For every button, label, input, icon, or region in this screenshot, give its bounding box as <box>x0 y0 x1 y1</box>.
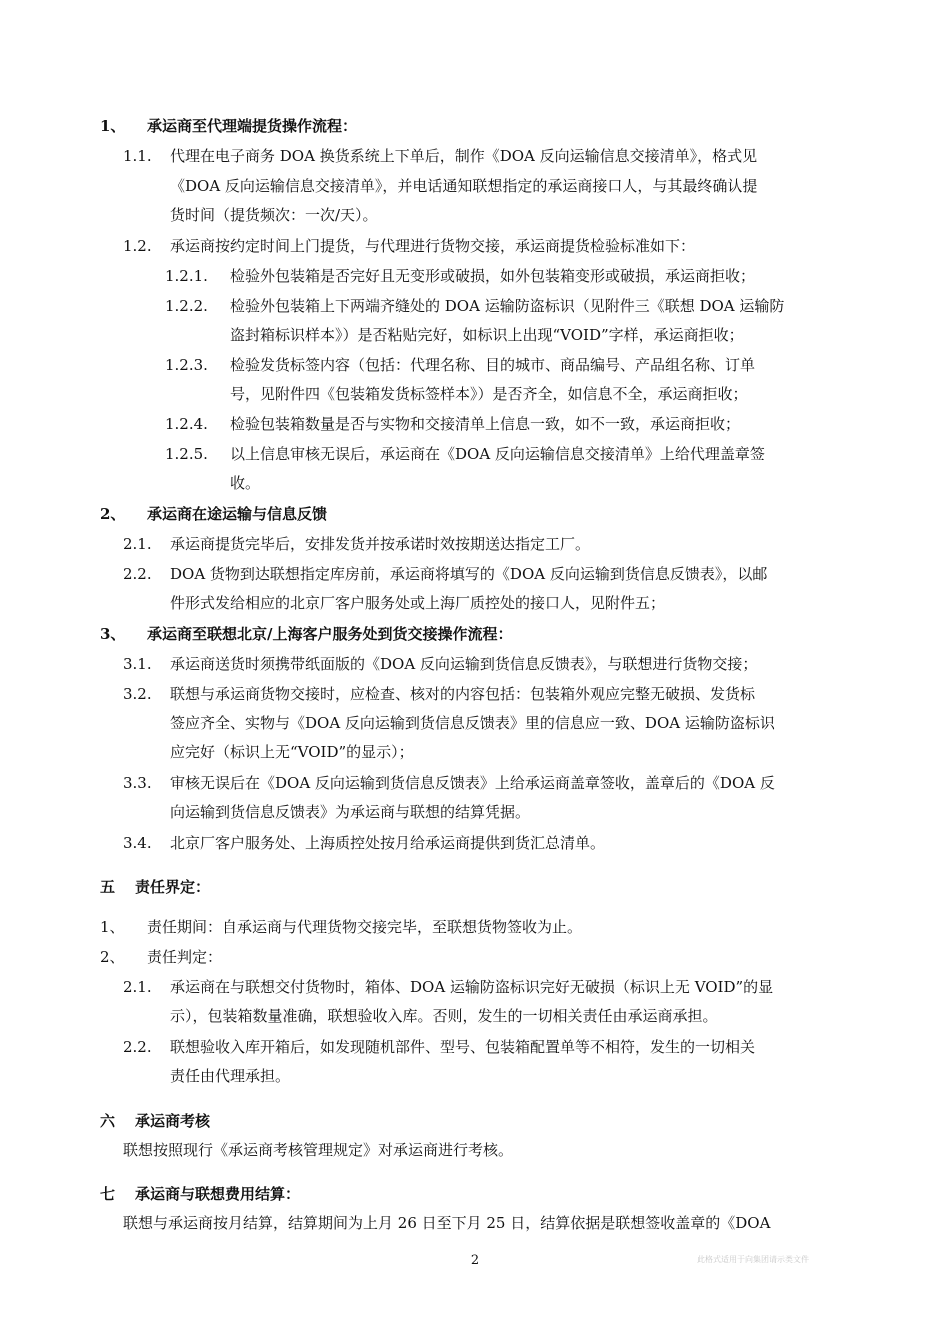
page-number: 2 <box>470 1253 480 1268</box>
item-3-4-number: 3.4. <box>123 834 152 852</box>
section-7-paragraph: 联想与承运商按月结算，结算期间为上月 26 日至下月 25 日，结算依据是联想签收盖章的《DOA <box>123 1214 771 1232</box>
item-1-2-5-line: 以上信息审核无误后，承运商在《DOA 反向运输信息交接清单》上给代理盖章签 <box>230 445 765 463</box>
item-2-1-number: 2.1. <box>123 535 152 553</box>
section-6-paragraph: 联想按照现行《承运商考核管理规定》对承运商进行考核。 <box>123 1141 514 1159</box>
item-1-2-3-line: 检验发货标签内容（包括：代理名称、目的城市、商品编号、产品组名称、订单 <box>230 356 756 374</box>
heading-6-number: 六 <box>100 1112 116 1130</box>
responsibility-1-number: 1、 <box>100 918 125 936</box>
item-r2-2-line: 联想验收入库开箱后，如发现随机部件、型号、包装箱配置单等不相符，发生的一切相关 <box>170 1038 756 1056</box>
item-2-2-number: 2.2. <box>123 565 152 583</box>
item-r2-1-line: 承运商在与联想交付货物时，箱体、DOA 运输防盗标识完好无破损（标识上无 VOID”的显 <box>170 978 774 996</box>
item-2-2-line: DOA 货物到达联想指定库房前，承运商将填写的《DOA 反向运输到货信息反馈表》，以邮 <box>170 565 768 583</box>
responsibility-2-text: 责任判定： <box>147 948 223 966</box>
item-r2-2-number: 2.2. <box>123 1038 152 1056</box>
item-3-1-line: 承运商送货时须携带纸面版的《DOA 反向运输到货信息反馈表》，与联想进行货物交接； <box>170 655 758 673</box>
item-1-2-3-number: 1.2.3. <box>165 356 208 374</box>
item-3-4-line: 北京厂客户服务处、上海质控处按月给承运商提供到货汇总清单。 <box>170 834 606 852</box>
section-2-title: 承运商在途运输与信息反馈 <box>147 505 328 523</box>
item-3-2-line: 联想与承运商货物交接时，应检查、核对的内容包括：包装箱外观应完整无破损、发货标 <box>170 685 756 703</box>
section-3-number: 3、 <box>100 625 126 643</box>
item-1-1-line: 代理在电子商务 DOA 换货系统上下单后，制作《DOA 反向运输信息交接清单》，格式见 <box>170 147 758 165</box>
item-1-2-5-number: 1.2.5. <box>165 445 208 463</box>
item-1-2-5-line: 收。 <box>230 474 261 492</box>
item-3-1-number: 3.1. <box>123 655 152 673</box>
item-1-1-number: 1.1. <box>123 147 152 165</box>
item-1-1-line: 货时间（提货频次：一次/天）。 <box>170 206 378 224</box>
item-2-2-line: 件形式发给相应的北京厂客户服务处或上海厂质控处的接口人，见附件五； <box>170 594 666 612</box>
item-1-2-1-number: 1.2.1. <box>165 267 208 285</box>
heading-6-title: 承运商考核 <box>135 1112 211 1130</box>
item-1-2-2-number: 1.2.2. <box>165 297 208 315</box>
item-r2-1-line: 示），包装箱数量准确，联想验收入库。否则，发生的一切相关责任由承运商承担。 <box>170 1007 718 1025</box>
heading-5-number: 五 <box>100 878 116 896</box>
section-3-title: 承运商至联想北京/上海客户服务处到货交接操作流程： <box>147 625 513 643</box>
item-3-3-number: 3.3. <box>123 774 152 792</box>
section-2-number: 2、 <box>100 505 126 523</box>
item-1-1-line: 《DOA 反向运输信息交接清单》，并电话通知联想指定的承运商接口人，与其最终确认提 <box>170 177 758 195</box>
item-1-2-2-line: 检验外包装箱上下两端齐缝处的 DOA 运输防盗标识（见附件三《联想 DOA 运输防 <box>230 297 785 315</box>
item-1-2-3-line: 号，见附件四《包装箱发货标签样本》）是否齐全，如信息不全，承运商拒收； <box>230 385 748 403</box>
item-3-3-line: 向运输到货信息反馈表》为承运商与联想的结算凭据。 <box>170 803 531 821</box>
item-1-2-line: 承运商按约定时间上门提货，与代理进行货物交接，承运商提货检验标准如下： <box>170 237 696 255</box>
item-3-2-line: 应完好（标识上无“VOID”的显示）； <box>170 743 414 761</box>
responsibility-1-text: 责任期间：自承运商与代理货物交接完毕，至联想货物签收为止。 <box>147 918 583 936</box>
heading-5-title: 责任界定： <box>135 878 211 896</box>
item-1-2-number: 1.2. <box>123 237 152 255</box>
section-1-title: 承运商至代理端提货操作流程： <box>147 117 358 135</box>
item-1-2-4-line: 检验包装箱数量是否与实物和交接清单上信息一致，如不一致，承运商拒收； <box>230 415 741 433</box>
item-r2-2-line: 责任由代理承担。 <box>170 1067 291 1085</box>
item-3-3-line: 审核无误后在《DOA 反向运输到货信息反馈表》上给承运商盖章签收，盖章后的《DOA 反 <box>170 774 775 792</box>
heading-7-title: 承运商与联想费用结算： <box>135 1185 301 1203</box>
section-1-number: 1、 <box>100 117 126 135</box>
item-1-2-1-line: 检验外包装箱是否完好且无变形或破损，如外包装箱变形或破损，承运商拒收； <box>230 267 756 285</box>
item-2-1-line: 承运商提货完毕后，安排发货并按承诺时效按期送达指定工厂。 <box>170 535 591 553</box>
item-r2-1-number: 2.1. <box>123 978 152 996</box>
heading-7-number: 七 <box>100 1185 116 1203</box>
responsibility-2-number: 2、 <box>100 948 125 966</box>
footer-watermark: 此格式适用于向集团请示类文件 <box>697 1255 809 1264</box>
item-3-2-line: 签应齐全、实物与《DOA 反向运输到货信息反馈表》里的信息应一致、DOA 运输防盗标识 <box>170 714 775 732</box>
item-1-2-4-number: 1.2.4. <box>165 415 208 433</box>
item-3-2-number: 3.2. <box>123 685 152 703</box>
item-1-2-2-line: 盗封箱标识样本》）是否粘贴完好，如标识上出现“VOID”字样，承运商拒收； <box>230 326 744 344</box>
